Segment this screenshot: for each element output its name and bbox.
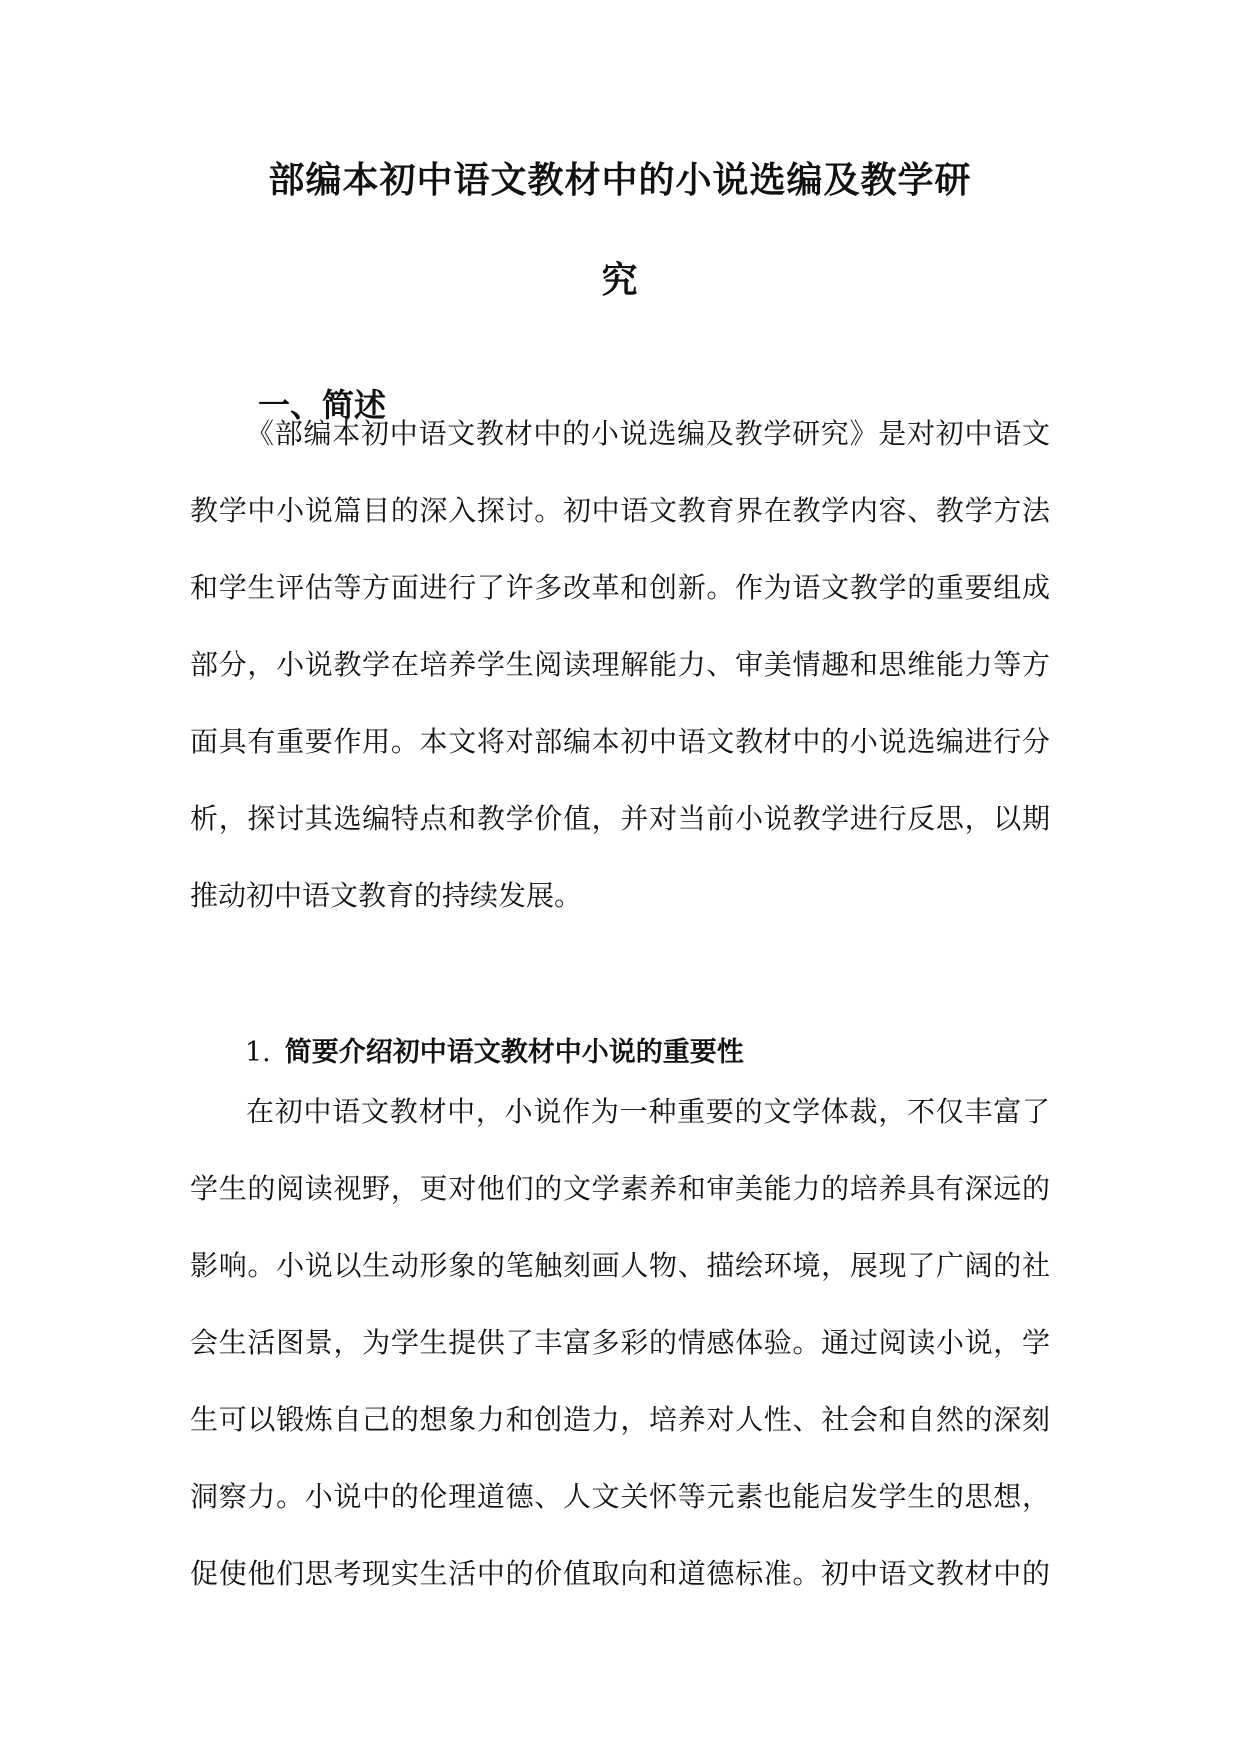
paragraph-line: 生可以锻炼自己的想象力和创造力，培养对人性、社会和自然的深刻 <box>190 1403 1050 1436</box>
paragraph-line: 和学生评估等方面进行了许多改革和创新。作为语文教学的重要组成 <box>190 571 1050 604</box>
document-title-line-2: 究 <box>601 259 639 301</box>
subsection-heading <box>245 1030 744 1069</box>
subsection-number: 1. <box>245 1037 271 1068</box>
paragraph-line: 洞察力。小说中的伦理道德、人文关怀等元素也能启发学生的思想， <box>190 1480 1050 1513</box>
paragraph-line: 推动初中语文教育的持续发展。 <box>190 879 583 912</box>
paragraph-line: 析，探讨其选编特点和教学价值，并对当前小说教学进行反思，以期 <box>190 802 1050 835</box>
paragraph-line: 促使他们思考现实生活中的价值取向和道德标准。初中语文教材中的 <box>190 1557 1050 1590</box>
section-heading: 一、简述 <box>258 386 387 424</box>
paragraph-line: 面具有重要作用。本文将对部编本初中语文教材中的小说选编进行分 <box>190 725 1050 758</box>
subsection-title: 简要介绍初中语文教材中小说的重要性 <box>284 1037 744 1068</box>
paragraph-line: 影响。小说以生动形象的笔触刻画人物、描绘环境，展现了广阔的社 <box>190 1249 1050 1282</box>
document-title-line-1: 部编本初中语文教材中的小说选编及教学研 <box>268 159 972 201</box>
paragraph-line: 《部编本初中语文教材中的小说选编及教学研究》是对初中语文 <box>246 417 1050 450</box>
paragraph-line: 在初中语文教材中，小说作为一种重要的文学体裁，不仅丰富了 <box>246 1095 1050 1128</box>
paragraph-line: 教学中小说篇目的深入探讨。初中语文教育界在教学内容、教学方法 <box>190 494 1050 527</box>
paragraph-line: 会生活图景，为学生提供了丰富多彩的情感体验。通过阅读小说，学 <box>190 1326 1050 1359</box>
paragraph-line: 部分，小说教学在培养学生阅读理解能力、审美情趣和思维能力等方 <box>190 648 1050 681</box>
paragraph-line: 学生的阅读视野，更对他们的文学素养和审美能力的培养具有深远的 <box>190 1172 1050 1205</box>
